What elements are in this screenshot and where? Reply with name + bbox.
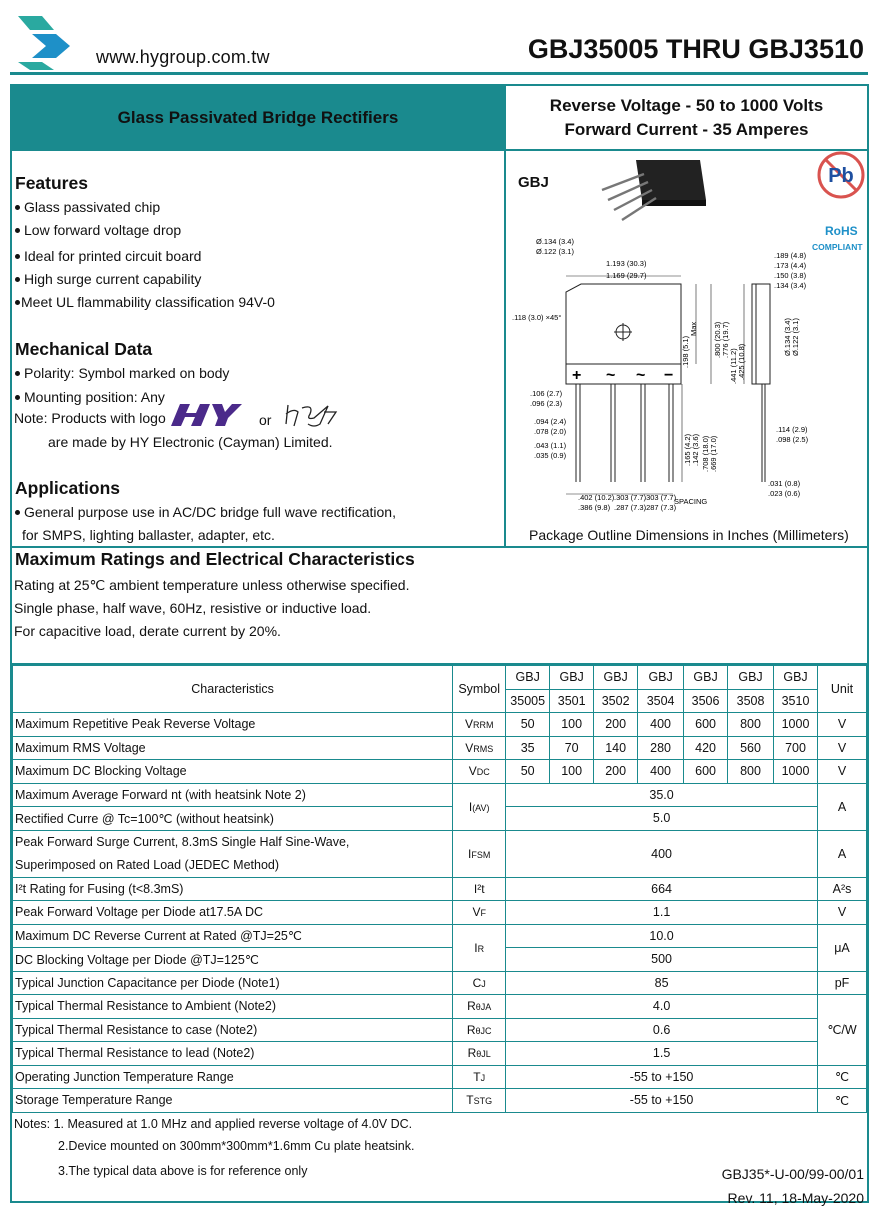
note-1: Notes: 1. Measured at 1.0 MHz and applied reverse voltage of 4.0V DC.: [14, 1117, 413, 1131]
table-cell: 420: [684, 736, 728, 760]
col-symbol: Symbol: [453, 666, 506, 713]
svg-text:.043 (1.1): .043 (1.1): [534, 441, 567, 450]
col-family: GBJ: [638, 666, 684, 690]
svg-text:.142 (3.6): .142 (3.6): [691, 433, 700, 466]
svg-text:+: +: [572, 367, 582, 384]
table-row: [13, 1065, 867, 1089]
svg-text:.031 (0.8): .031 (0.8): [768, 479, 801, 488]
col-family: GBJ: [728, 666, 774, 690]
note-3: 3.The typical data above is for reference only: [58, 1164, 308, 1178]
row-label: I²t Rating for Fusing (t<8.3mS): [13, 877, 453, 901]
row-symbol: VF: [453, 901, 506, 925]
svg-text:.303 (7.7): .303 (7.7): [614, 493, 647, 502]
table-cell: 1000: [774, 760, 818, 784]
row-symbol: I²t: [453, 877, 506, 901]
lead-free-badge-icon: [816, 150, 866, 200]
row-symbol: RθJA: [453, 995, 506, 1019]
col-characteristics: Characteristics: [13, 666, 453, 713]
svg-text:.198 (5.1): .198 (5.1): [681, 335, 690, 368]
table-cell: 800: [728, 713, 774, 737]
svg-text:.096 (2.3): .096 (2.3): [530, 399, 563, 408]
table-cell: 50: [506, 760, 550, 784]
table-cell: 400: [638, 760, 684, 784]
header-rule: [10, 72, 868, 75]
features-list: [14, 196, 275, 314]
list-item: Ideal for printed circuit board: [14, 245, 275, 268]
package-caption: Package Outline Dimensions in Inches (Millimeters): [529, 527, 849, 543]
list-item: Low forward voltage drop: [14, 219, 275, 242]
row-unit: pF: [817, 971, 866, 995]
row-symbol: VRMS: [453, 736, 506, 760]
svg-text:.800 (20.3): .800 (20.3): [713, 321, 722, 358]
table-row: [13, 713, 867, 737]
row-label: Storage Temperature Range: [13, 1089, 453, 1113]
table-header-row: [13, 666, 867, 690]
table-cell: 85: [506, 971, 818, 995]
svg-text:.189 (4.8): .189 (4.8): [774, 251, 807, 260]
row-label: Typical Junction Capacitance per Diode (Note1): [13, 971, 453, 995]
svg-text:SPACING: SPACING: [674, 497, 708, 506]
row-unit: V: [817, 713, 866, 737]
or-text: or: [259, 412, 272, 428]
table-cell: 1000: [774, 713, 818, 737]
ratings-heading: Maximum Ratings and Electrical Characteristics: [15, 549, 415, 569]
table-cell: 700: [774, 736, 818, 760]
ratings-condition: Rating at 25℃ ambient temperature unless otherwise specified.: [14, 577, 410, 593]
list-item: High surge current capability: [14, 268, 275, 291]
row-symbol: I(AV): [453, 783, 506, 830]
table-cell: 200: [594, 760, 638, 784]
col-part: 3504: [638, 689, 684, 713]
table-row: [13, 1018, 867, 1042]
svg-text:.303 (7.7): .303 (7.7): [644, 493, 677, 502]
svg-text:.094 (2.4): .094 (2.4): [534, 417, 567, 426]
svg-text:.106 (2.7): .106 (2.7): [530, 389, 563, 398]
table-cell: 600: [684, 760, 728, 784]
page-title: GBJ35005 THRU GBJ3510: [527, 34, 864, 64]
col-family: GBJ: [594, 666, 638, 690]
list-item: Glass passivated chip: [14, 196, 275, 219]
row-symbol: IR: [453, 924, 506, 971]
table-row: [13, 830, 867, 877]
ratings-condition: Single phase, half wave, 60Hz, resistive or inductive load.: [14, 600, 372, 616]
row-unit: ℃/W: [817, 995, 866, 1066]
col-part: 3506: [684, 689, 728, 713]
row-symbol: RθJC: [453, 1018, 506, 1042]
row-symbol: VDC: [453, 760, 506, 784]
row-symbol: TJ: [453, 1065, 506, 1089]
row-symbol: RθJL: [453, 1042, 506, 1066]
row-symbol: CJ: [453, 971, 506, 995]
row-label: Maximum Repetitive Peak Reverse Voltage: [13, 713, 453, 737]
company-logo: [14, 12, 80, 72]
table-cell: 1.1: [506, 901, 818, 925]
table-cell: 140: [594, 736, 638, 760]
svg-text:.134 (3.4): .134 (3.4): [774, 281, 807, 290]
svg-text:.078 (2.0): .078 (2.0): [534, 427, 567, 436]
note-2: 2.Device mounted on 300mm*300mm*1.6mm Cu plate heatsink.: [58, 1139, 415, 1153]
list-item: Meet UL flammability classification 94V-0: [14, 291, 275, 314]
svg-text:Max: Max: [689, 321, 698, 336]
revision-date: Rev. 11, 18-May-2020: [727, 1190, 864, 1206]
application-item-cont: for SMPS, lighting ballaster, adapter, etc.: [22, 527, 275, 543]
svg-text:.173 (4.4): .173 (4.4): [774, 261, 807, 270]
table-row: [13, 948, 867, 972]
row-label: Typical Thermal Resistance to lead (Note2): [13, 1042, 453, 1066]
rohs-label: RoHS: [825, 224, 858, 238]
table-cell: 500: [506, 948, 818, 972]
features-heading: Features: [15, 173, 88, 193]
row-unit: A: [817, 830, 866, 877]
table-row: [13, 924, 867, 948]
row-unit: ℃: [817, 1065, 866, 1089]
table-cell: 664: [506, 877, 818, 901]
svg-text:Ø.122 (3.1): Ø.122 (3.1): [791, 318, 800, 356]
table-cell: 10.0: [506, 924, 818, 948]
svg-text:.023 (0.6): .023 (0.6): [768, 489, 801, 498]
svg-text:Ø.122 (3.1): Ø.122 (3.1): [536, 247, 574, 256]
row-symbol: TSTG: [453, 1089, 506, 1113]
table-cell: -55 to +150: [506, 1089, 818, 1113]
col-part: 35005: [506, 689, 550, 713]
svg-text:.425 (10.8): .425 (10.8): [737, 343, 746, 380]
row-label: Rectified Curre @ Tc=100℃ (without heatsink): [13, 807, 453, 831]
document-code: GBJ35*-U-00/99-00/01: [721, 1166, 864, 1182]
col-part: 3501: [550, 689, 594, 713]
svg-text:~: ~: [606, 367, 616, 384]
row-symbol: VRRM: [453, 713, 506, 737]
row-unit: V: [817, 901, 866, 925]
row-label: DC Blocking Voltage per Diode @TJ=125℃: [13, 948, 453, 972]
table-cell: 4.0: [506, 995, 818, 1019]
table-row: [13, 736, 867, 760]
table-cell: 400: [638, 713, 684, 737]
row-label: Maximum Average Forward nt (with heatsink Note 2): [13, 783, 453, 807]
table-cell: 200: [594, 713, 638, 737]
hy-script-logo-icon: [284, 402, 338, 428]
row-label: Maximum DC Blocking Voltage: [13, 760, 453, 784]
svg-text:.150 (3.8): .150 (3.8): [774, 271, 807, 280]
row-unit: A: [817, 783, 866, 830]
svg-text:Ø.134 (3.4): Ø.134 (3.4): [536, 237, 574, 246]
logo-note: Note: Products with logo: [14, 410, 166, 426]
table-row: [13, 1089, 867, 1113]
table-row: [13, 995, 867, 1019]
table-cell: -55 to +150: [506, 1065, 818, 1089]
svg-text:.386 (9.8): .386 (9.8): [578, 503, 611, 512]
col-part: 3508: [728, 689, 774, 713]
website-url[interactable]: www.hygroup.com.tw: [96, 47, 270, 67]
svg-text:.708 (18.0): .708 (18.0): [701, 435, 710, 472]
table-cell: 35.0: [506, 783, 818, 807]
rating-summary: [504, 86, 867, 149]
svg-text:1.193 (30.3): 1.193 (30.3): [606, 259, 647, 268]
row-unit: A²s: [817, 877, 866, 901]
col-part: 3502: [594, 689, 638, 713]
table-row: [13, 1042, 867, 1066]
svg-text:Ø.134 (3.4): Ø.134 (3.4): [783, 318, 792, 356]
mounting-item: Mounting position: Any: [14, 386, 165, 409]
row-unit: μA: [817, 924, 866, 971]
col-family: GBJ: [550, 666, 594, 690]
row-label: Operating Junction Temperature Range: [13, 1065, 453, 1089]
svg-text:−: −: [664, 367, 674, 384]
svg-text:.402 (10.2): .402 (10.2): [578, 493, 615, 502]
svg-text:.118 (3.0) ×45°: .118 (3.0) ×45°: [512, 313, 562, 322]
col-part: 3510: [774, 689, 818, 713]
svg-text:.287 (7.3): .287 (7.3): [644, 503, 677, 512]
row-symbol: IFSM: [453, 830, 506, 877]
svg-text:.669 (17.0): .669 (17.0): [709, 435, 718, 472]
pb-label: Pb: [828, 165, 854, 187]
document-info: [722, 1162, 864, 1210]
divider: [12, 149, 867, 151]
product-type-band: Glass Passivated Bridge Rectifiers: [12, 86, 504, 149]
rohs-compliant-label: COMPLIANT: [812, 242, 863, 252]
table-cell: 560: [728, 736, 774, 760]
svg-text:.287 (7.3): .287 (7.3): [614, 503, 647, 512]
table-row: [13, 783, 867, 807]
table-row: [13, 807, 867, 831]
table-cell: 400: [506, 830, 818, 877]
mechanical-heading: Mechanical Data: [15, 339, 153, 359]
package-photo-icon: [596, 156, 708, 226]
row-label: Maximum RMS Voltage: [13, 736, 453, 760]
logo-note-line2: are made by HY Electronic (Cayman) Limited.: [48, 434, 333, 450]
col-family: GBJ: [684, 666, 728, 690]
table-cell: 70: [550, 736, 594, 760]
application-item: General purpose use in AC/DC bridge full wave rectification,: [14, 501, 396, 524]
row-label: Peak Forward Voltage per Diode at17.5A DC: [13, 901, 453, 925]
applications-heading: Applications: [15, 478, 121, 498]
col-unit: Unit: [817, 666, 866, 713]
table-cell: 600: [684, 713, 728, 737]
row-label: Typical Thermal Resistance to Ambient (Note2): [13, 995, 453, 1019]
svg-text:.035 (0.9): .035 (0.9): [534, 451, 567, 460]
page-header: [0, 0, 878, 84]
table-cell: 800: [728, 760, 774, 784]
polarity-item: Polarity: Symbol marked on body: [14, 362, 229, 385]
svg-text:.165 (4.2): .165 (4.2): [683, 433, 692, 466]
package-name: GBJ: [518, 174, 549, 191]
table-cell: 100: [550, 760, 594, 784]
row-label: Maximum DC Reverse Current at Rated @TJ=25℃: [13, 924, 453, 948]
table-row: [13, 901, 867, 925]
row-label: Typical Thermal Resistance to case (Note2): [13, 1018, 453, 1042]
table-cell: 280: [638, 736, 684, 760]
ratings-table: [12, 665, 867, 1113]
table-cell: 100: [550, 713, 594, 737]
hy-logo-icon: [170, 402, 242, 428]
svg-text:.114 (2.9): .114 (2.9): [776, 425, 808, 434]
svg-text:~: ~: [636, 367, 646, 384]
ratings-condition: For capacitive load, derate current by 20%.: [14, 623, 281, 639]
table-row: [13, 760, 867, 784]
table-row: [13, 971, 867, 995]
table-cell: 0.6: [506, 1018, 818, 1042]
table-cell: 50: [506, 713, 550, 737]
table-cell: 1.5: [506, 1042, 818, 1066]
table-cell: 5.0: [506, 807, 818, 831]
svg-text:.098 (2.5): .098 (2.5): [776, 435, 809, 444]
forward-current-summary: Forward Current - 35 Amperes: [564, 119, 809, 139]
table-row: [13, 877, 867, 901]
col-family: GBJ: [506, 666, 550, 690]
row-unit: V: [817, 760, 866, 784]
svg-text:.441 (11.2): .441 (11.2): [729, 348, 738, 384]
reverse-voltage-summary: Reverse Voltage - 50 to 1000 Volts: [549, 95, 824, 115]
row-unit: ℃: [817, 1089, 866, 1113]
svg-text:1.169 (29.7): 1.169 (29.7): [606, 271, 647, 280]
row-label: Peak Forward Surge Current, 8.3mS Single Half Sine-Wave, Superimposed on Rated Load (JEDEC Method): [13, 830, 453, 877]
col-family: GBJ: [774, 666, 818, 690]
row-unit: V: [817, 736, 866, 760]
package-outline-drawing: [506, 232, 866, 518]
table-cell: 35: [506, 736, 550, 760]
svg-text:.776 (19.7): .776 (19.7): [721, 321, 730, 358]
